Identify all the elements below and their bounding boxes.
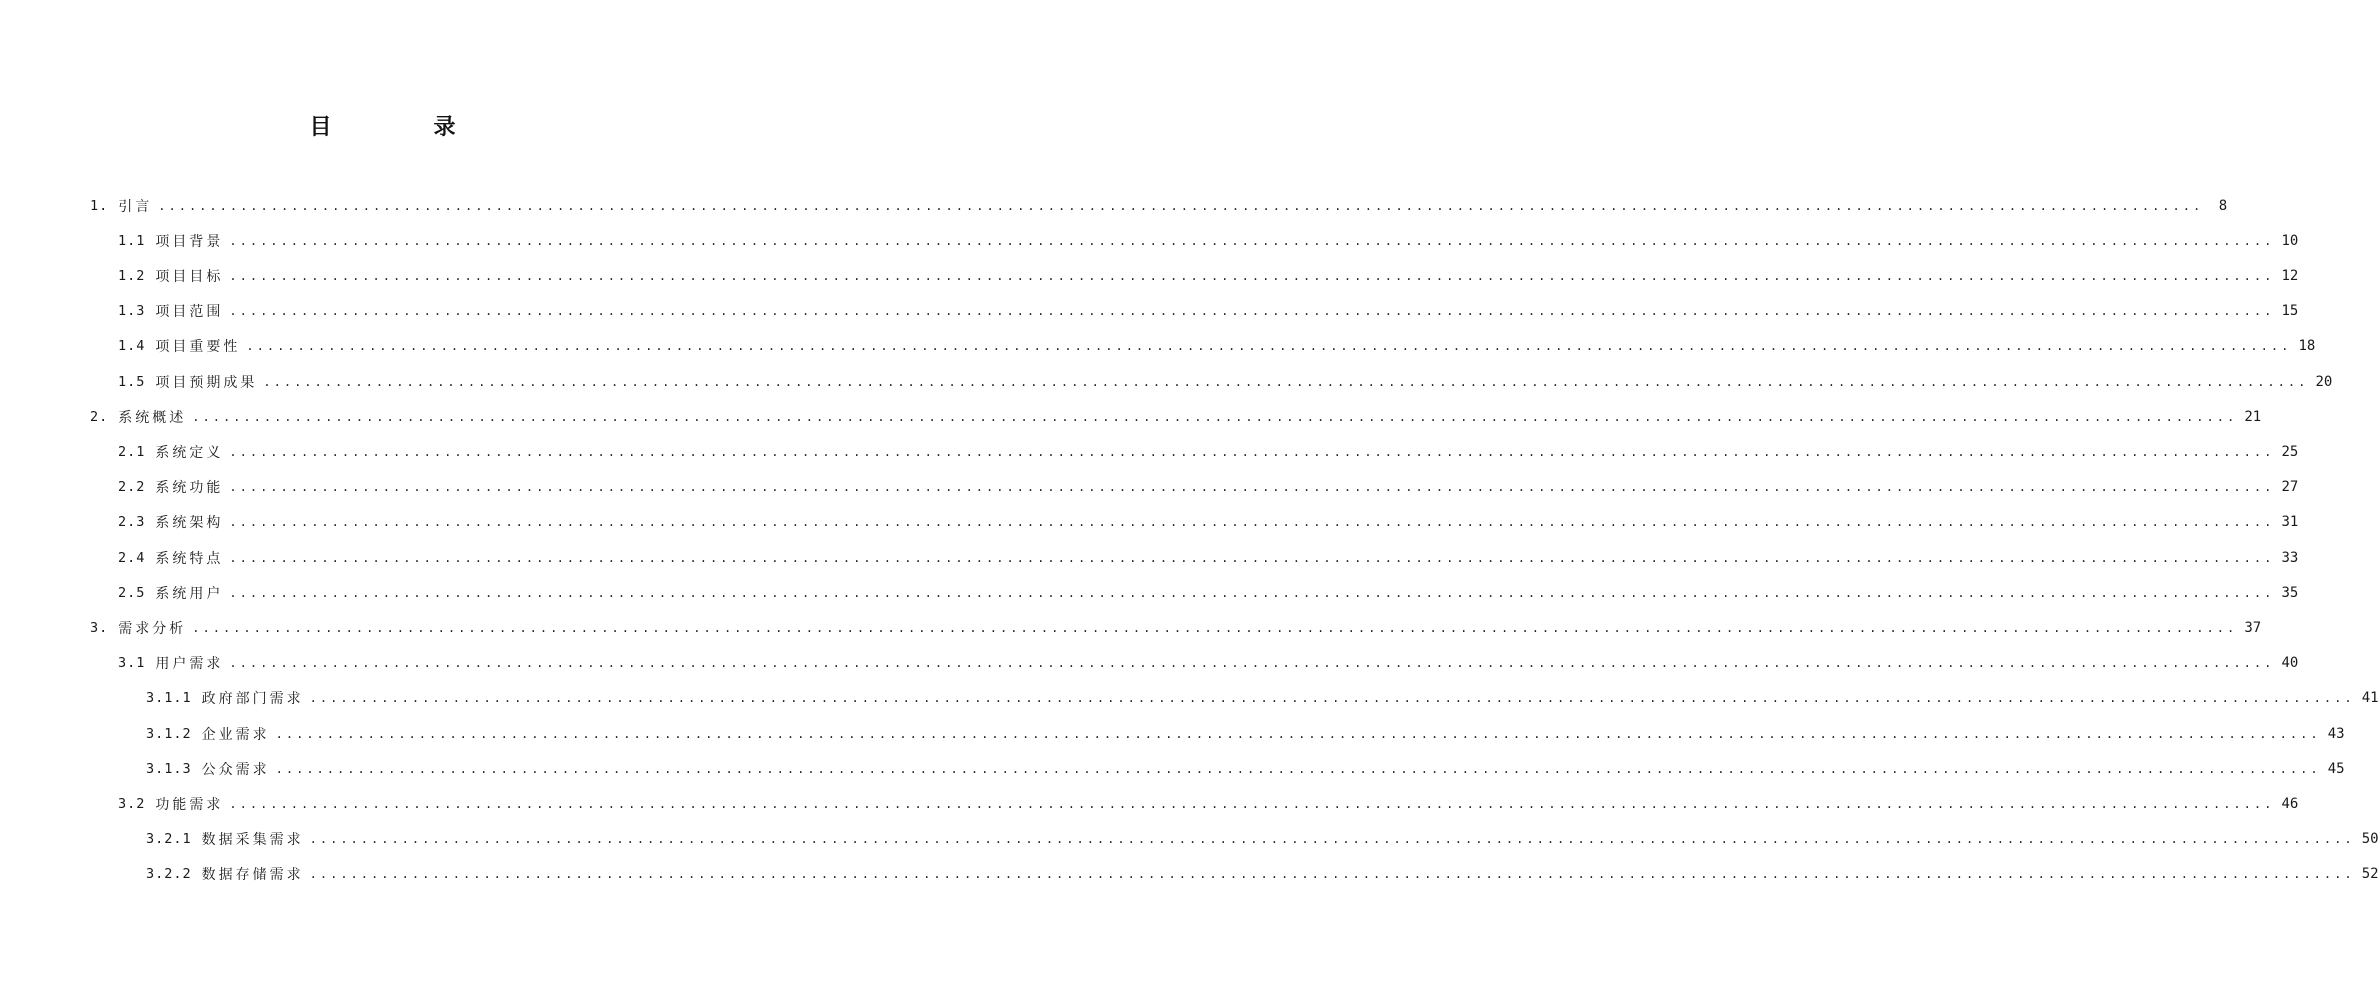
toc-entry-number: 2.2 <box>118 479 146 496</box>
toc-entry[interactable] <box>0 223 2299 258</box>
toc-entry-line[interactable] <box>118 470 2299 505</box>
toc-page-number: 8 <box>2218 197 2228 214</box>
toc-entry-number: 3.1.2 <box>146 725 192 742</box>
toc-entry-line[interactable] <box>118 434 2299 469</box>
toc-dot-leader: ........................................................................................................................................................................................................ <box>309 867 2355 882</box>
toc-page-number: 52 <box>2361 866 2379 883</box>
toc-entry-title[interactable]: 公众需求 <box>201 761 270 778</box>
toc-page-number: 46 <box>2281 795 2299 812</box>
toc-entry-line[interactable] <box>90 188 2228 223</box>
toc-entry-line[interactable] <box>118 575 2299 610</box>
toc-entry-title[interactable]: 数据采集需求 <box>201 832 304 849</box>
toc-page-number: 21 <box>2244 408 2262 425</box>
toc-dot-leader: ........................................................................................................................................................................................................ <box>229 656 2275 671</box>
toc-entry-number: 1. <box>90 197 109 214</box>
toc-entry-line[interactable] <box>118 364 2333 399</box>
toc-entry-number: 2.1 <box>118 443 146 460</box>
toc-entry-number: 3.1.3 <box>146 760 192 777</box>
toc-entry[interactable] <box>0 470 2299 505</box>
toc-dot-leader: ........................................................................................................................................................................................................ <box>192 409 2238 424</box>
toc-entry-number: 1.3 <box>118 303 146 320</box>
toc-entry-line[interactable] <box>118 540 2299 575</box>
toc-page-number: 18 <box>2298 338 2316 355</box>
toc-page-number: 25 <box>2281 443 2299 460</box>
toc-page-number: 35 <box>2281 584 2299 601</box>
toc-entry[interactable] <box>0 329 2316 364</box>
toc-entry-number: 2.3 <box>118 514 146 531</box>
toc-entry-line[interactable] <box>146 681 2379 716</box>
toc-entry-line[interactable] <box>146 857 2379 892</box>
toc-entry-number: 2. <box>90 408 109 425</box>
toc-entry-number: 1.1 <box>118 232 146 249</box>
toc-dot-leader: ........................................................................................................................................................................................................ <box>229 268 2275 283</box>
toc-page-number: 50 <box>2361 831 2379 848</box>
toc-entry[interactable] <box>0 188 2228 223</box>
toc-entry[interactable] <box>0 294 2299 329</box>
toc-entry-number: 3.2.1 <box>146 831 192 848</box>
toc-dot-leader: ........................................................................................................................................................................................................ <box>263 374 2309 389</box>
toc-entry-line[interactable] <box>118 258 2299 293</box>
toc-page-number: 45 <box>2327 760 2345 777</box>
toc-entry-number: 1.5 <box>118 373 146 390</box>
toc-entry-title[interactable]: 系统用户 <box>155 585 224 602</box>
toc-entry-line[interactable] <box>146 716 2345 751</box>
toc-entry-title[interactable]: 企业需求 <box>201 726 270 743</box>
toc-dot-leader: ........................................................................................................................................................................................................ <box>229 550 2275 565</box>
toc-entry-line[interactable] <box>118 505 2299 540</box>
toc-dot-leader: ........................................................................................................................................................................................................ <box>309 691 2355 706</box>
toc-page-number: 33 <box>2281 549 2299 566</box>
toc-entry[interactable] <box>0 399 2262 434</box>
toc-entry[interactable] <box>0 751 2345 786</box>
toc-entry-title[interactable]: 系统功能 <box>155 480 224 497</box>
toc-entry-line[interactable] <box>146 822 2379 857</box>
toc-entry[interactable] <box>0 610 2262 645</box>
toc-entry-title[interactable]: 项目背景 <box>155 233 224 250</box>
toc-page-number: 10 <box>2281 232 2299 249</box>
toc-page-number: 31 <box>2281 514 2299 531</box>
toc-entry[interactable] <box>0 716 2345 751</box>
toc-entry-line[interactable] <box>90 399 2262 434</box>
toc-entry-line[interactable] <box>118 223 2299 258</box>
toc-entry-title[interactable]: 系统定义 <box>155 444 224 461</box>
toc-page-number: 20 <box>2315 373 2333 390</box>
toc-entry-line[interactable] <box>118 646 2299 681</box>
toc-dot-leader: ........................................................................................................................................................................................................ <box>229 585 2275 600</box>
toc-entry[interactable] <box>0 646 2299 681</box>
toc-dot-leader: ........................................................................................................................................................................................................ <box>229 480 2275 495</box>
toc-entry-number: 3. <box>90 619 109 636</box>
toc-dot-leader: ........................................................................................................................................................................................................ <box>275 761 2321 776</box>
toc-dot-leader: ........................................................................................................................................................................................................ <box>229 444 2275 459</box>
toc-entry[interactable] <box>0 822 2379 857</box>
toc-dot-leader: ........................................................................................................................................................................................................ <box>229 304 2275 319</box>
toc-dot-leader: ........................................................................................................................................................................................................ <box>229 796 2275 811</box>
toc-entry-title[interactable]: 项目预期成果 <box>155 374 258 391</box>
toc-entry[interactable] <box>0 364 2333 399</box>
toc-dot-leader: ........................................................................................................................................................................................................ <box>229 515 2275 530</box>
toc-entry-number: 3.2 <box>118 795 146 812</box>
toc-dot-leader: ........................................................................................................................................................................................................ <box>246 339 2292 354</box>
toc-entry-title[interactable]: 项目范围 <box>155 304 224 321</box>
toc-entry-line[interactable] <box>118 786 2299 821</box>
toc-entry-number: 3.2.2 <box>146 866 192 883</box>
toc-entry[interactable] <box>0 857 2379 892</box>
toc-entry-number: 1.4 <box>118 338 146 355</box>
toc-entry[interactable] <box>0 786 2299 821</box>
toc-entry-title[interactable]: 系统特点 <box>155 550 224 567</box>
toc-entry-line[interactable] <box>118 294 2299 329</box>
toc-entry-number: 3.1 <box>118 655 146 672</box>
toc-entry[interactable] <box>0 540 2299 575</box>
toc-entry-number: 2.4 <box>118 549 146 566</box>
toc-entry-title[interactable]: 用户需求 <box>155 656 224 673</box>
toc-page-number: 27 <box>2281 479 2299 496</box>
toc-page-number: 37 <box>2244 619 2262 636</box>
toc-entry-title[interactable]: 系统概述 <box>118 409 187 426</box>
toc-entry-title[interactable]: 需求分析 <box>118 620 187 637</box>
toc-entry-number: 2.5 <box>118 584 146 601</box>
toc-page-number: 12 <box>2281 267 2299 284</box>
toc-entry-title[interactable]: 功能需求 <box>155 796 224 813</box>
toc-page-number: 15 <box>2281 303 2299 320</box>
toc-entry-title[interactable]: 系统架构 <box>155 515 224 532</box>
page-title: 目 录 <box>309 115 496 140</box>
toc-dot-leader: ........................................................................................................................................................................................................ <box>275 726 2321 741</box>
toc-entry-title[interactable]: 数据存储需求 <box>201 867 304 884</box>
toc-dot-leader: ........................................................................................................................................................................................................ <box>309 832 2355 847</box>
toc-entry-number: 3.1.1 <box>146 690 192 707</box>
toc-entry-title[interactable]: 政府部门需求 <box>201 691 304 708</box>
toc-entry-number: 1.2 <box>118 267 146 284</box>
toc-entry[interactable] <box>0 505 2299 540</box>
toc-dot-leader: ........................................................................................................................................................................................................ <box>158 198 2204 213</box>
toc-page-number: 43 <box>2327 725 2345 742</box>
toc-entry-line[interactable] <box>118 329 2316 364</box>
toc-entry-title[interactable]: 项目目标 <box>155 268 224 285</box>
toc-entry[interactable] <box>0 434 2299 469</box>
toc-entry-title[interactable]: 引言 <box>118 198 153 215</box>
toc-entry-line[interactable] <box>90 610 2262 645</box>
toc-dot-leader: ........................................................................................................................................................................................................ <box>192 620 2238 635</box>
toc-entry[interactable] <box>0 681 2379 716</box>
toc-dot-leader: ........................................................................................................................................................................................................ <box>229 233 2275 248</box>
toc-entry[interactable] <box>0 258 2299 293</box>
toc-page-number: 41 <box>2361 690 2379 707</box>
toc-entry[interactable] <box>0 575 2299 610</box>
toc-entry-line[interactable] <box>146 751 2345 786</box>
toc-entry-title[interactable]: 项目重要性 <box>155 339 241 356</box>
toc-page-number: 40 <box>2281 655 2299 672</box>
